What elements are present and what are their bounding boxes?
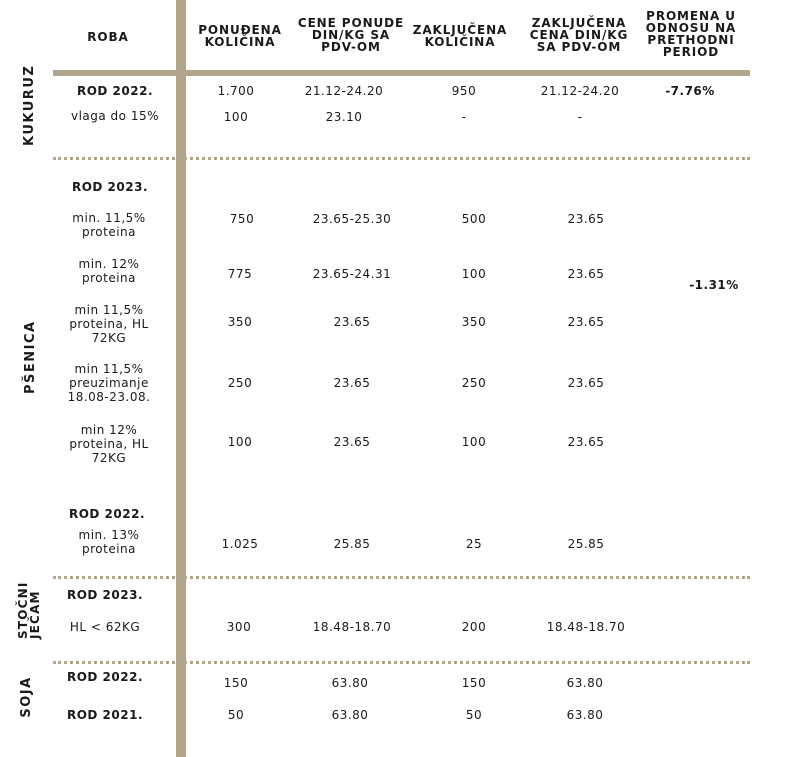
group-label-stocni: STOČNI	[16, 581, 30, 639]
psenica-promena: -1.31%	[689, 278, 739, 292]
psenica-r3-cene: 23.65	[333, 315, 371, 329]
kukuruz-promena: -7.76%	[665, 84, 715, 98]
soja-r1-zcena: 63.80	[566, 676, 604, 690]
psenica-r5-zcena: 23.65	[567, 435, 605, 449]
psenica-r2-zcena: 23.65	[567, 267, 605, 281]
soja-r2-ponudjena: 50	[227, 708, 245, 722]
psenica-r1-label: min. 11,5% proteina	[72, 211, 146, 239]
kukuruz-r2-cene: 23.10	[325, 110, 363, 124]
group-label-kukuruz: KUKURUZ	[22, 64, 37, 146]
soja-r2-zkol: 50	[465, 708, 483, 722]
psenica-r1-zcena: 23.65	[567, 212, 605, 226]
kukuruz-rod-2022: ROD 2022.	[76, 84, 154, 98]
psenica-r6-zkol: 25	[465, 537, 483, 551]
header-roba: ROBA	[87, 30, 129, 44]
psenica-r5-cene: 23.65	[333, 435, 371, 449]
psenica-rod-2023: ROD 2023.	[71, 180, 149, 194]
psenica-r6-ponudjena: 1.025	[221, 537, 259, 551]
psenica-r3-zkol: 350	[461, 315, 487, 329]
jecam-rod-2023: ROD 2023.	[66, 588, 144, 602]
group-label-stocni-jecam	[16, 581, 45, 639]
psenica-r2-ponudjena: 775	[227, 267, 253, 281]
header-zakljucena-kolicina: ZAKLJUČENA KOLIČINA	[412, 23, 508, 49]
soja-rod-2021: ROD 2021.	[66, 708, 144, 722]
psenica-r4-ponudjena: 250	[227, 376, 253, 390]
psenica-r1-zkol: 500	[461, 212, 487, 226]
psenica-r5-zkol: 100	[461, 435, 487, 449]
jecam-r1-ponudjena: 300	[226, 620, 252, 634]
soja-r2-cene: 63.80	[331, 708, 369, 722]
vertical-divider	[176, 0, 186, 757]
psenica-r6-label: min. 13% proteina	[78, 528, 140, 556]
psenica-r4-cene: 23.65	[333, 376, 371, 390]
dotted-divider-jecam	[53, 576, 750, 579]
jecam-r1-label: HL < 62KG	[69, 620, 141, 634]
header-zakljucena-cena: ZAKLJUČENA CENA DIN/KG SA PDV-OM	[529, 16, 629, 54]
soja-rod-2022: ROD 2022.	[66, 670, 144, 684]
group-label-jecam: JEČAM	[28, 590, 42, 639]
psenica-r4-zcena: 23.65	[567, 376, 605, 390]
kukuruz-r2-label: vlaga do 15%	[70, 109, 160, 123]
dotted-divider-psenica	[53, 157, 750, 160]
psenica-r2-label: min. 12% proteina	[78, 257, 140, 285]
psenica-r6-zcena: 25.85	[567, 537, 605, 551]
header-cene-ponude: CENE PONUDE DIN/KG SA PDV-OM	[297, 16, 405, 54]
psenica-r2-cene: 23.65-24.31	[312, 267, 392, 281]
psenica-rod-2022: ROD 2022.	[68, 507, 146, 521]
kukuruz-r2-ponudjena: 100	[223, 110, 249, 124]
jecam-r1-zkol: 200	[461, 620, 487, 634]
kukuruz-r1-cene: 21.12-24.20	[304, 84, 384, 98]
psenica-r3-zcena: 23.65	[567, 315, 605, 329]
kukuruz-r1-zkol: 950	[451, 84, 477, 98]
psenica-r1-cene: 23.65-25.30	[312, 212, 392, 226]
group-label-psenica: PŠENICA	[23, 320, 38, 394]
jecam-r1-cene: 18.48-18.70	[312, 620, 392, 634]
psenica-r1-ponudjena: 750	[229, 212, 255, 226]
psenica-r4-zkol: 250	[461, 376, 487, 390]
kukuruz-r2-zkol: -	[461, 110, 467, 124]
psenica-r3-label: min 11,5% proteina, HL 72KG	[69, 303, 149, 345]
psenica-r5-ponudjena: 100	[227, 435, 253, 449]
soja-r1-cene: 63.80	[331, 676, 369, 690]
soja-r1-ponudjena: 150	[223, 676, 249, 690]
kukuruz-r2-zcena: -	[577, 110, 583, 124]
psenica-r2-zkol: 100	[461, 267, 487, 281]
psenica-r6-cene: 25.85	[333, 537, 371, 551]
psenica-r4-label: min 11,5% preuzimanje 18.08-23.08.	[67, 362, 151, 404]
header-promena: PROMENA U ODNOSU NA PRETHODNI PERIOD	[645, 9, 737, 59]
psenica-r3-ponudjena: 350	[227, 315, 253, 329]
kukuruz-r1-zcena: 21.12-24.20	[540, 84, 620, 98]
jecam-r1-zcena: 18.48-18.70	[546, 620, 626, 634]
soja-r2-zcena: 63.80	[566, 708, 604, 722]
soja-r1-zkol: 150	[461, 676, 487, 690]
kukuruz-r1-ponudjena: 1.700	[217, 84, 255, 98]
group-label-soja: SOJA	[19, 676, 34, 718]
header-divider	[53, 70, 750, 76]
dotted-divider-soja	[53, 661, 750, 664]
psenica-r5-label: min 12% proteina, HL 72KG	[69, 423, 149, 465]
header-ponudjena-kolicina: PONUĐENA KOLIČINA	[198, 23, 282, 49]
